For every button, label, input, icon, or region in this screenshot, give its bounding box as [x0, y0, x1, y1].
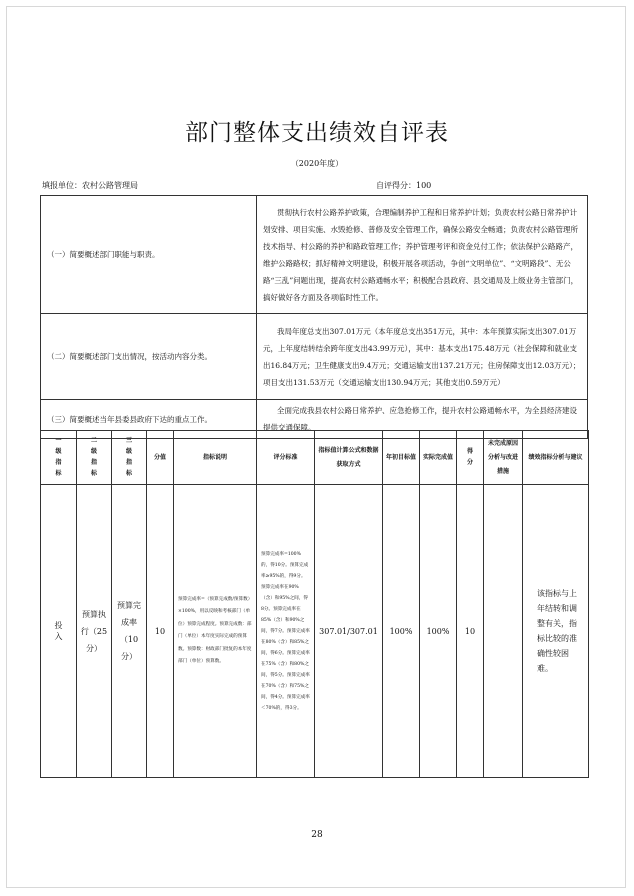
- header-analysis: 绩效指标分析与建议: [523, 431, 589, 485]
- header-level3: 三级指标: [112, 431, 147, 485]
- cell-criteria: 预算完成率=100%的，得10分。预算完成率≥95%的，得9分。预算完成率在90%（含）和95%之间，得8分。预算完成率在85%（含）和90%之间，得7分。预算完成率在80%（含）和85%之间，得6分。预算完成率在75%（含）和80%之间，得5分。预算完成率在70%（含）和75%之间，得4分。预算完成率＜70%的，得3分。: [257, 485, 315, 778]
- header-target: 年初目标值: [383, 431, 420, 485]
- indicator-table: [40, 430, 589, 778]
- summary-label: （三）简要概述当年县委县政府下达的重点工作。: [41, 400, 257, 439]
- cell-formula: 307.01/307.01: [315, 485, 383, 778]
- cell-description: 预算完成率=（预算完成数/预算数）×100%，用以反映和考核部门（单位）预算完成程度。预算完成数：部门（单位）本年度实际完成的预算数。预算数：财政部门批复的本年度部门（单位）预算数。: [174, 485, 257, 778]
- reporting-unit: 填报单位：农村公路管理局: [42, 181, 138, 190]
- summary-row-expenditure: [41, 314, 588, 400]
- cell-reason: [484, 485, 523, 778]
- report-year: （2020年度）: [290, 159, 344, 168]
- cell-level2: 预算执行（25分）: [77, 485, 112, 778]
- header-formula: 指标值计算公式和数据获取方式: [315, 431, 383, 485]
- page-number: 28: [311, 830, 323, 840]
- header-level1: 一级指标: [41, 431, 77, 485]
- header-score: 得分: [457, 431, 484, 485]
- page-title: 部门整体支出绩效自评表: [185, 120, 449, 146]
- summary-text: 全面完成我县农村公路日常养护、应急抢修工作，提升农村公路通畅水平，为全县经济建设提供交通保障。: [257, 400, 588, 439]
- table-row: [41, 485, 589, 778]
- cell-points: 10: [147, 485, 174, 778]
- summary-table: [40, 195, 588, 439]
- summary-label: （二）简要概述部门支出情况，按活动内容分类。: [41, 314, 257, 400]
- cell-actual: 100%: [420, 485, 457, 778]
- summary-text: 我局年度总支出307.01万元（本年度总支出351万元，其中：本年预算实际支出307.01万元，上年度结转结余跨年度支出43.99万元），其中：基本支出175.48万元（社会保障和就业支出16.84万元；卫生健康支出9.4万元；交通运输支出137.21万元；住房保障支出12.03万元）；项目支出131.53万元（交通运输支出130.94万元；其他支出0.59万元）: [257, 314, 588, 400]
- table-header-row: [41, 431, 589, 485]
- summary-text: 贯彻执行农村公路养护政策，合理编制养护工程和日常养护计划；负责农村公路日常养护计划安排、项目实施、水毁抢修、普修及安全管理工作，确保公路安全畅通；负责农村公路管理所技术指导、村公路的养护和路政管理工作；养护管理考评和资金兑付工作；依法保护公路路产，维护公路路权；抓好精神文明建设，积极开展各项活动，争创“文明单位”、“文明路段”、无公路“三乱”问题出现，提高农村公路通畅水平；积极配合县政府、县交通局及上级业务主管部门，搞好做好各方面及各项临时性工作。: [257, 196, 588, 314]
- cell-score: 10: [457, 485, 484, 778]
- cell-level3: 预算完成率（10分）: [112, 485, 147, 778]
- cell-level1: 投入: [41, 485, 77, 778]
- header-description: 指标说明: [174, 431, 257, 485]
- header-points: 分值: [147, 431, 174, 485]
- header-actual: 实际完成值: [420, 431, 457, 485]
- cell-target: 100%: [383, 485, 420, 778]
- header-reason: 未完成原因分析与改进措施: [484, 431, 523, 485]
- summary-row-duties: [41, 196, 588, 314]
- header-criteria: 评分标准: [257, 431, 315, 485]
- header-level2: 二级指标: [77, 431, 112, 485]
- summary-label: （一）简要概述部门职能与职责。: [41, 196, 257, 314]
- self-score: 自评得分：100: [376, 181, 432, 190]
- cell-analysis: 该指标与上年结转和调整有关，指标比较的准确性较困难。: [523, 485, 589, 778]
